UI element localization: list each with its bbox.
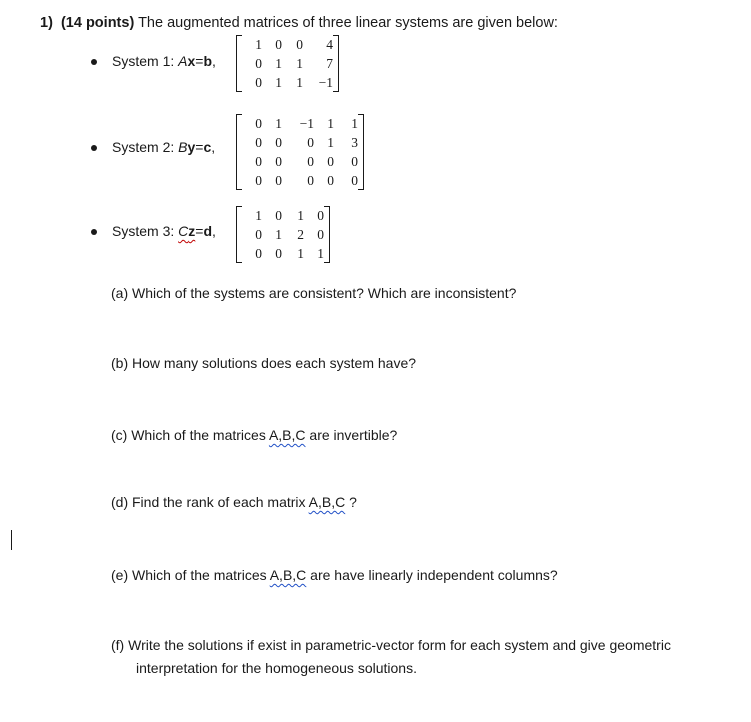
system-1-variable: x <box>187 53 196 69</box>
matrix-row <box>242 152 358 171</box>
system-2-matrix-symbol: B <box>178 139 188 155</box>
system-1-matrix-symbol: A <box>178 53 188 69</box>
question-d-post: ? <box>345 494 357 510</box>
question-b: (b) How many solutions does each system have? <box>111 355 417 371</box>
matrix-cell: 1 <box>297 246 304 261</box>
matrix-cell: 1 <box>275 75 282 90</box>
left-bracket <box>236 206 242 263</box>
system-2-variable: y <box>187 139 196 155</box>
matrix-cell: 0 <box>327 154 334 169</box>
problem-points: (14 points) <box>60 15 135 31</box>
matrix-cell: 0 <box>317 227 324 242</box>
question-e <box>111 567 558 583</box>
matrix-row <box>242 206 324 225</box>
system-3-matrix-symbol: C <box>178 223 189 239</box>
matrix-system-2 <box>236 114 364 190</box>
matrix-cell: 0 <box>255 135 262 150</box>
matrix-cell: 0 <box>275 173 282 188</box>
matrix-cell: 1 <box>255 37 262 52</box>
matrix-system-1 <box>236 35 339 92</box>
matrix-cell: 3 <box>351 135 358 150</box>
question-f-line-1: (f) Write the solutions if exist in parametric-vector form for each system and give geometric <box>111 637 671 653</box>
left-bracket <box>236 35 242 92</box>
matrix-row <box>242 225 324 244</box>
problem-title <box>40 15 558 31</box>
matrix-cell: 0 <box>327 173 334 188</box>
matrix-cell: 0 <box>296 37 303 52</box>
matrix-cell: 0 <box>255 56 262 71</box>
matrix-cell: 0 <box>255 246 262 261</box>
matrix-system-2-table <box>242 114 358 190</box>
matrix-cell: 1 <box>296 75 303 90</box>
right-bracket <box>358 114 364 190</box>
matrix-cell: 0 <box>275 37 282 52</box>
matrix-cell: 0 <box>275 135 282 150</box>
matrix-cell: 0 <box>307 154 314 169</box>
question-a: (a) Which of the systems are consistent? Which are inconsistent? <box>111 285 517 301</box>
matrix-cell: 0 <box>255 227 262 242</box>
problem-number: 1) <box>40 15 53 31</box>
question-d-matrices: A,B,C <box>308 494 346 510</box>
matrix-cell: 0 <box>317 208 324 223</box>
right-bracket <box>324 206 330 263</box>
system-1-equals: = <box>195 53 204 69</box>
matrix-cell: 4 <box>326 37 333 52</box>
system-3-label <box>112 223 216 239</box>
matrix-cell: 0 <box>255 116 262 131</box>
matrix-cell: 0 <box>255 154 262 169</box>
question-c <box>111 427 397 443</box>
system-2-equals: = <box>195 139 204 155</box>
matrix-cell: −1 <box>318 75 333 90</box>
system-3-prefix: System 3: <box>112 223 179 239</box>
problem-intro: The augmented matrices of three linear systems are given below: <box>138 15 558 31</box>
matrix-cell: 0 <box>275 246 282 261</box>
question-e-pre: (e) Which of the matrices <box>111 567 270 583</box>
question-e-post: are have linearly independent columns? <box>306 567 558 583</box>
matrix-cell: 1 <box>296 56 303 71</box>
matrix-row <box>242 114 358 133</box>
system-1-prefix: System 1: <box>112 53 179 69</box>
system-2-trail: , <box>211 139 216 155</box>
bullet-icon <box>91 229 97 235</box>
matrix-cell: 0 <box>351 173 358 188</box>
matrix-system-3 <box>236 206 330 263</box>
matrix-cell: 1 <box>275 116 282 131</box>
matrix-system-3-table <box>242 206 324 263</box>
question-d-pre: (d) Find the rank of each matrix <box>111 494 309 510</box>
matrix-cell: 1 <box>275 56 282 71</box>
matrix-cell: 0 <box>307 173 314 188</box>
question-d <box>111 494 357 510</box>
system-2-label <box>112 139 215 155</box>
matrix-cell: 1 <box>351 116 358 131</box>
matrix-cell: 1 <box>297 208 304 223</box>
left-bracket <box>236 114 242 190</box>
matrix-cell: 0 <box>275 154 282 169</box>
matrix-cell: 7 <box>326 56 333 71</box>
matrix-row <box>242 73 333 92</box>
question-c-post: are invertible? <box>305 427 398 443</box>
matrix-system-1-table <box>242 35 333 92</box>
system-2-prefix: System 2: <box>112 139 179 155</box>
matrix-row <box>242 35 333 54</box>
matrix-cell: 1 <box>327 116 334 131</box>
bullet-icon <box>91 59 97 65</box>
matrix-cell: 2 <box>297 227 304 242</box>
matrix-row <box>242 54 333 73</box>
text-cursor <box>11 530 12 550</box>
question-c-matrices: A,B,C <box>268 427 306 443</box>
matrix-cell: 0 <box>255 173 262 188</box>
matrix-cell: 0 <box>307 135 314 150</box>
system-3-equals: = <box>195 223 204 239</box>
matrix-cell: 1 <box>317 246 324 261</box>
system-1-rhs: b <box>203 53 213 69</box>
matrix-cell: 1 <box>275 227 282 242</box>
matrix-cell: 1 <box>327 135 334 150</box>
question-c-pre: (c) Which of the matrices <box>111 427 269 443</box>
matrix-row <box>242 244 324 263</box>
right-bracket <box>333 35 339 92</box>
matrix-cell: −1 <box>299 116 314 131</box>
question-e-matrices: A,B,C <box>269 567 307 583</box>
system-1-trail: , <box>212 53 216 69</box>
matrix-cell: 0 <box>351 154 358 169</box>
question-f-line-2: interpretation for the homogeneous solutions. <box>136 660 417 676</box>
matrix-cell: 1 <box>255 208 262 223</box>
system-3-rhs: d <box>203 223 213 239</box>
matrix-row <box>242 171 358 190</box>
system-3-trail: , <box>212 223 216 239</box>
system-3-variable: z <box>188 223 196 239</box>
matrix-cell: 0 <box>255 75 262 90</box>
system-1-label <box>112 53 216 69</box>
matrix-cell: 0 <box>275 208 282 223</box>
matrix-row <box>242 133 358 152</box>
system-2-rhs: c <box>203 139 212 155</box>
bullet-icon <box>91 145 97 151</box>
